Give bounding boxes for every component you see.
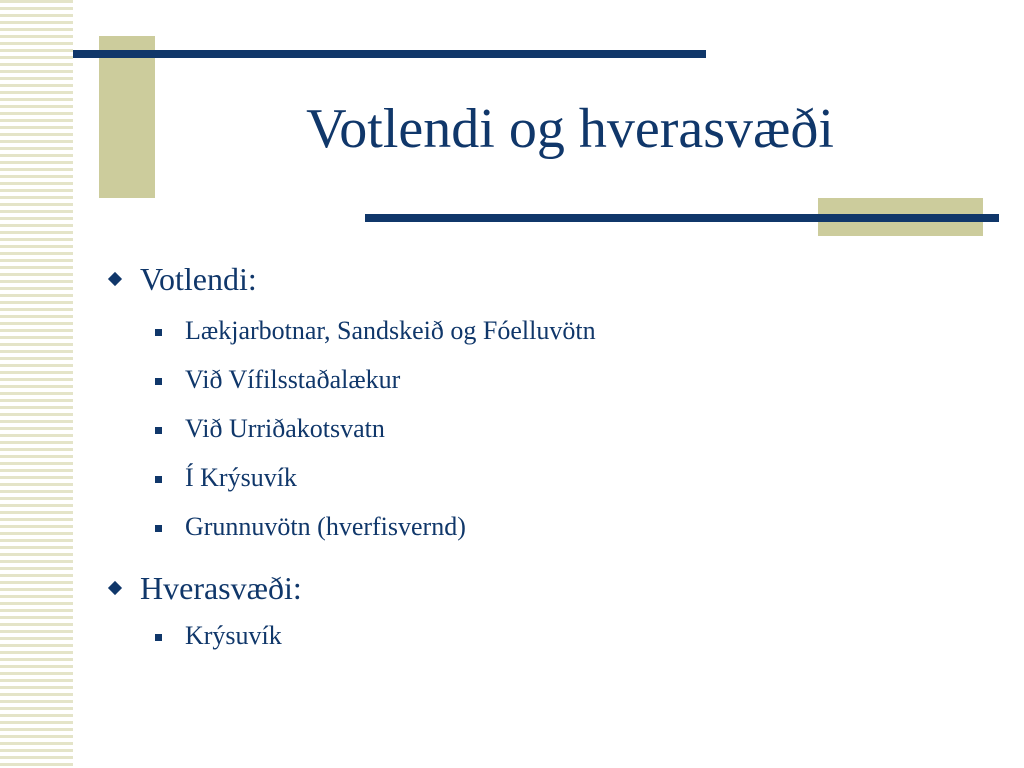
hverasvaedi-list <box>104 611 984 660</box>
square-bullet-icon <box>155 329 162 336</box>
diamond-bullet-icon <box>108 581 122 595</box>
title-rule-top <box>73 50 706 58</box>
list-item-text: Við Vífilsstaðalækur <box>185 365 401 394</box>
list-item <box>104 502 984 551</box>
list-item-text: Grunnuvötn (hverfisvernd) <box>185 512 466 541</box>
list-item <box>104 404 984 453</box>
list-item <box>104 306 984 355</box>
list-item-text: Krýsuvík <box>185 621 282 650</box>
list-item-text: Við Urriðakotsvatn <box>185 414 385 443</box>
square-bullet-icon <box>155 378 162 385</box>
list-item <box>104 453 984 502</box>
square-bullet-icon <box>155 476 162 483</box>
square-bullet-icon <box>155 427 162 434</box>
section-hverasvaedi <box>104 565 984 611</box>
list-item-text: Lækjarbotnar, Sandskeið og Fóelluvötn <box>185 316 596 345</box>
votlendi-list <box>104 306 984 551</box>
diamond-bullet-icon <box>108 272 122 286</box>
square-bullet-icon <box>155 634 162 641</box>
list-item <box>104 355 984 404</box>
title-rule-bottom <box>365 214 999 222</box>
section-votlendi <box>104 256 984 302</box>
slide-title: Votlendi og hverasvæði <box>306 98 834 160</box>
section-heading: Votlendi: <box>140 261 257 297</box>
square-bullet-icon <box>155 525 162 532</box>
section-heading: Hverasvæði: <box>140 570 302 606</box>
list-item-text: Í Krýsuvík <box>185 463 297 492</box>
list-item <box>104 611 984 660</box>
slide-content <box>104 256 984 660</box>
